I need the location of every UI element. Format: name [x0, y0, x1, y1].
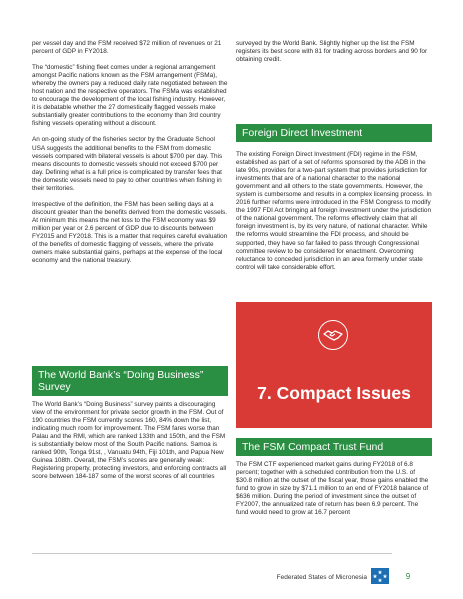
paragraph: The FSM CTF experienced market gains during FY2018 of 6.8 percent; together with a scheduled contribution from the U.S. of $30.8 million at the outset of the fiscal year, those gains enabled the fund to grow in size by $71.1 million to an end of FY2018 balance of $636 million. During the period of investment since the outset of FY2007, the annualized rate of return has been 6.9 percent. The fund would need to grow at 16.7 percent	[236, 461, 429, 517]
micronesia-flag-icon	[371, 568, 389, 584]
section-heading-world-bank: The World Bank’s “Doing Business” Survey	[32, 366, 228, 396]
paragraph: The World Bank’s “Doing Business” survey paints a discouraging view of the environment for private sector growth in the FSM. Out of 190 countries the FSM currently scores 160, 84% down the list, indicating much room for improvement. The FSM fares worse than Palau and the RMI, which are ranked 133th and 150th, and the FSM is substantially below most of the South Pacific nations. Samoa is ranked 90th, Tonga 91st, , Vanuatu 94th, Fiji 101th, and Papua New Guinea 108th. Overall, the FSM’s scores are generally weak: Registering property, protecting investors, and enforcing contracts all score between 184-187 some of the worst scores of all countries	[32, 401, 227, 481]
left-column	[32, 40, 228, 265]
world-bank-text	[32, 401, 228, 481]
paragraph: The existing Foreign Direct Investment (FDI) regime in the FSM, established as part of a set of reforms sponsored by the ADB in the late 90s, provides for a two-part system that provides jurisdiction for investments that are of a national character to the national government and all others to the state governments. However, the system is cumbersome and results in a complex licensing process. In 2016 further reforms were introduced in the FSM Congress to modify the 1997 FDI Act bringing all foreign investment under the jurisdiction of the national government. The reforms effectively claim that all foreign investment is, by its very nature, of national character. While the reforms would streamline the FDI process, and should be supported, they have so far failed to pass through Congressional committee review to be considered for enactment. Overcoming reluctance to conceded jurisdiction in an area formerly under state control will take considerable effort.	[236, 151, 432, 271]
paragraph: per vessel day and the FSM received $72 million of revenues or 21 percent of GDP in FY2018.	[32, 40, 222, 56]
footer-divider	[32, 553, 392, 554]
paragraph: The “domestic” fishing fleet comes under a regional arrangement amongst Pacific nations known as the FSM arrangement (FSMa), whereby the owners pay a reduced daily rate negotiated between the host nation and the respective operators. The FSMa was established to encourage the development of the local fishing industry. However, it is debatable whether the 27 domestically flagged vessels make substantially greater contributions to the economy than 3rd country fishing vessels operating without a discount.	[32, 64, 228, 128]
paragraph: surveyed by the World Bank. Slightly higher up the list the FSM registers its best score with 81 for trading across borders and 90 for obtaining credit.	[236, 40, 428, 64]
paragraph: Irrespective of the definition, the FSM has been selling days at a discount greater than the benefits derived from the domestic vessels. At minimum this means the net loss to the FSM economy was $9 million per year or 2.6 percent of GDP due to discounts between FY2015 and FY2018. This is a matter that requires careful evaluation of the benefits of domestic flagging of vessels, where the private owners make substantial gains, perhaps at the expense of the local economy and the national treasury.	[32, 200, 228, 265]
section-heading-fdi: Foreign Direct Investment	[236, 124, 432, 142]
right-column	[236, 40, 432, 64]
section-heading-ctf: The FSM Compact Trust Fund	[236, 438, 432, 456]
ctf-text	[236, 461, 432, 517]
footer-title: Federated States of Micronesia	[276, 574, 367, 581]
paragraph: An on-going study of the fisheries sector by the Graduate School USA suggests the additional benefits to the FSM from domestic vessels compared with bilateral vessels is about $700 per day. This means discounts to domestic vessels should not exceed $700 per day. Defining what is a full price is complicated by transfer fees that the domestic vessels need to pay to other countries when fishing in their territories.	[32, 136, 223, 192]
fdi-text	[236, 151, 432, 272]
handshake-icon	[318, 320, 348, 350]
page-number: 9	[405, 572, 411, 581]
compact-issues-heading: 7. Compact Issues	[257, 383, 411, 403]
compact-issues-banner	[236, 302, 432, 428]
